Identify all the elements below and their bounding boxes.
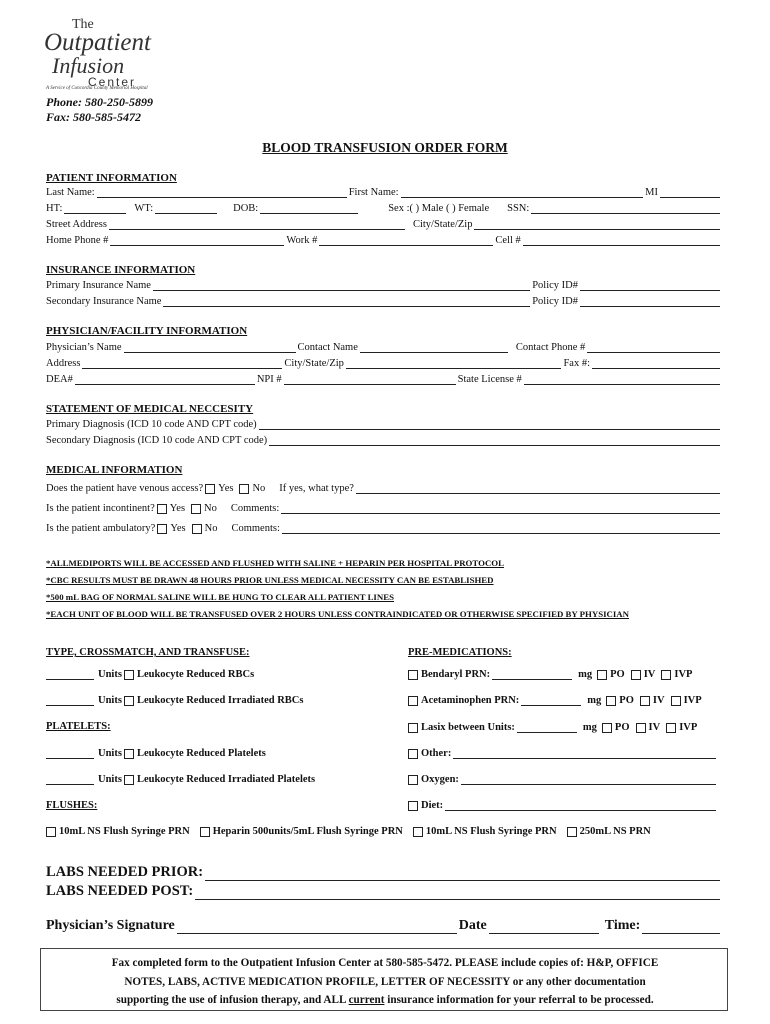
diet-row — [406, 799, 718, 811]
premeds-heading: PRE-MEDICATIONS: — [408, 647, 512, 658]
home-phone-label: Home Phone # — [46, 235, 109, 246]
fax-instructions-line-2: NOTES, LABS, ACTIVE MEDICATION PROFILE, LETTER OF NECESSITY or any other documentation — [124, 975, 646, 988]
labs-post-label: LABS NEEDED POST: — [46, 883, 194, 899]
platelets-checkbox-2[interactable] — [124, 775, 134, 785]
venous-yes-label: Yes — [218, 483, 234, 494]
primary-policy-field[interactable] — [580, 279, 720, 291]
phone-number: Phone: 580-250-5899 — [46, 95, 153, 109]
other-field[interactable] — [453, 747, 716, 759]
outpatient-infusion-center-logo — [44, 14, 184, 88]
license-label: State License # — [457, 374, 522, 385]
oxygen-label: Oxygen: — [421, 774, 459, 785]
npi-field[interactable] — [284, 373, 456, 385]
physician-heading: PHYSICIAN/FACILITY INFORMATION — [46, 325, 248, 337]
city-field[interactable] — [474, 218, 720, 230]
signature-field[interactable] — [177, 919, 457, 934]
benadryl-ivp-checkbox[interactable] — [661, 670, 671, 680]
work-label: Work # — [286, 235, 318, 246]
primary-policy-label: Policy ID# — [532, 280, 578, 291]
benadryl-po-checkbox[interactable] — [597, 670, 607, 680]
incontinent-comments-field[interactable] — [281, 502, 720, 514]
npi-label: NPI # — [256, 374, 282, 385]
labs-prior-field[interactable] — [205, 866, 720, 881]
dob-label: DOB: — [233, 203, 259, 214]
fax-number: Fax: 580-585-5472 — [46, 110, 141, 124]
incontinent-yes-checkbox[interactable] — [157, 504, 167, 514]
last-name-label: Last Name: — [46, 187, 95, 198]
benadryl-dose-field[interactable] — [492, 668, 572, 680]
primary-insurance-row — [46, 279, 722, 291]
incontinent-row — [46, 502, 722, 514]
physician-address-field[interactable] — [82, 357, 282, 369]
venous-no-label: No — [252, 483, 266, 494]
primary-insurance-field[interactable] — [153, 279, 530, 291]
protocol-note-1: *ALLMEDIPORTS WILL BE ACCESSED AND FLUSHED WITH SALINE + HEPARIN PER HOSPITAL PROTOCOL — [46, 558, 505, 568]
lasix-iv-checkbox[interactable] — [636, 723, 646, 733]
lasix-po-checkbox[interactable] — [602, 723, 612, 733]
mi-label: MI — [645, 187, 658, 198]
work-field[interactable] — [319, 234, 493, 246]
benadryl-iv-checkbox[interactable] — [631, 670, 641, 680]
protocol-note-2: *CBC RESULTS MUST BE DRAWN 48 HOURS PRIOR UNLESS MEDICAL NECESSITY CAN BE ESTABLISHED — [46, 575, 494, 585]
ssn-field[interactable] — [531, 202, 720, 214]
contact-phone-label: Contact Phone # — [515, 342, 586, 353]
secondary-diagnosis-row — [46, 434, 722, 446]
secondary-insurance-field[interactable] — [163, 295, 530, 307]
oxygen-checkbox[interactable] — [408, 775, 418, 785]
diet-label: Diet: — [421, 800, 444, 811]
ssn-label: SSN: — [507, 203, 530, 214]
patient-name-row — [46, 186, 722, 198]
form-title: BLOOD TRANSFUSION ORDER FORM — [262, 140, 508, 155]
patient-address-row — [46, 218, 722, 230]
ambulatory-comments-field[interactable] — [282, 522, 720, 534]
lasix-po-label: PO — [614, 722, 630, 733]
acetaminophen-row — [406, 694, 720, 706]
rbc-units-field-1[interactable] — [46, 668, 94, 680]
contact-phone-field[interactable] — [587, 341, 720, 353]
benadryl-label: Bendaryl PRN: — [421, 669, 491, 680]
flush-label-3: 10mL NS Flush Syringe PRN — [425, 826, 557, 837]
logo-outpatient: Outpatient — [44, 29, 151, 56]
flush-label-1: 10mL NS Flush Syringe PRN — [59, 826, 190, 837]
other-label: Other: — [421, 748, 452, 759]
ambulatory-yes-label: Yes — [170, 523, 186, 534]
street-label: Street Address — [46, 219, 107, 230]
lasix-iv-label: IV — [648, 722, 661, 733]
logo-infusion: Infusion — [52, 53, 125, 78]
platelets-units-field-2[interactable] — [46, 773, 94, 785]
flush-label-2: Heparin 500units/5mL Flush Syringe PRN — [212, 826, 403, 837]
venous-type-label: If yes, what type? — [279, 483, 354, 494]
benadryl-mg-label: mg — [578, 669, 593, 680]
fax-line-3c: insurance information for your referral to be processed. — [384, 994, 654, 1006]
ambulatory-question: Is the patient ambulatory? — [46, 523, 156, 534]
secondary-diagnosis-label: Secondary Diagnosis (ICD 10 code AND CPT code) — [46, 435, 268, 446]
secondary-insurance-row — [46, 295, 722, 307]
acetaminophen-iv-label: IV — [652, 695, 665, 706]
rbc-units-label-2: Units — [98, 695, 122, 706]
date-label: Date — [458, 918, 487, 933]
platelets-units-label-1: Units — [98, 748, 122, 759]
rbc-checkbox-2[interactable] — [124, 696, 134, 706]
rbc-row-2 — [46, 694, 303, 706]
lasix-checkbox[interactable] — [408, 723, 418, 733]
lasix-row — [406, 721, 720, 733]
secondary-policy-label: Policy ID# — [532, 296, 578, 307]
rbc-units-field-2[interactable] — [46, 694, 94, 706]
first-name-label: First Name: — [348, 187, 399, 198]
ambulatory-yes-checkbox[interactable] — [157, 524, 167, 534]
dob-field[interactable] — [260, 202, 358, 214]
diet-field[interactable] — [445, 799, 716, 811]
acetaminophen-mg-label: mg — [587, 695, 602, 706]
last-name-field[interactable] — [97, 186, 347, 198]
fax-line-3b: current — [348, 994, 385, 1006]
fax-line-3a: supporting the use of infusion therapy, and ALL — [116, 994, 349, 1006]
platelets-row-2 — [46, 773, 315, 785]
platelets-units-label-2: Units — [98, 774, 122, 785]
diet-checkbox[interactable] — [408, 801, 418, 811]
physician-name-field[interactable] — [124, 341, 296, 353]
benadryl-ivp-label: IVP — [674, 669, 693, 680]
ambulatory-no-checkbox[interactable] — [192, 524, 202, 534]
venous-access-question: Does the patient have venous access? — [46, 483, 204, 494]
signature-label: Physician’s Signature — [46, 918, 175, 933]
logo-tagline: A Service of Concordia County Memorial Hospital — [46, 86, 148, 91]
necessity-heading: STATEMENT OF MEDICAL NECCESITY — [46, 403, 254, 415]
acetaminophen-iv-checkbox[interactable] — [640, 696, 650, 706]
primary-insurance-label: Primary Insurance Name — [46, 280, 151, 291]
wt-label: WT: — [134, 203, 154, 214]
time-field[interactable] — [642, 919, 720, 934]
venous-yes-checkbox[interactable] — [205, 484, 215, 494]
rbc-row-1 — [46, 668, 254, 680]
flushes-heading: FLUSHES: — [46, 800, 98, 811]
wt-field[interactable] — [155, 202, 217, 214]
flush-label-4: 250mL NS PRN — [579, 826, 651, 837]
ht-label: HT: — [46, 203, 63, 214]
ht-field[interactable] — [64, 202, 126, 214]
contact-name-label: Contact Name — [297, 342, 358, 353]
benadryl-po-label: PO — [610, 669, 625, 680]
acetaminophen-ivp-label: IVP — [683, 695, 702, 706]
platelets-checkbox-1[interactable] — [124, 749, 134, 759]
patient-vitals-row — [46, 202, 722, 214]
platelets-label-1: Leukocyte Reduced Platelets — [136, 748, 266, 759]
mi-field[interactable] — [660, 186, 720, 198]
physician-fax-label: Fax #: — [563, 358, 590, 369]
city-label: City/State/Zip — [412, 219, 473, 230]
flush-checkbox-4[interactable] — [567, 827, 577, 837]
patient-info-heading: PATIENT INFORMATION — [46, 172, 177, 184]
primary-diagnosis-row — [46, 418, 722, 430]
labs-post-row — [46, 883, 722, 900]
fax-instructions-box — [40, 948, 728, 1011]
protocol-note-4: *EACH UNIT OF BLOOD WILL BE TRANSFUSED OVER 2 HOURS UNLESS CONTRAINDICATED OR OTHERWISE SPECIFIED BY PHYSICIAN — [46, 609, 630, 619]
ambulatory-comments-label: Comments: — [231, 523, 280, 534]
lasix-dose-field[interactable] — [517, 721, 577, 733]
rbc-label-1: Leukocyte Reduced RBCs — [136, 669, 255, 680]
physician-id-row — [46, 373, 722, 385]
lasix-ivp-label: IVP — [679, 722, 698, 733]
incontinent-no-checkbox[interactable] — [191, 504, 201, 514]
physician-address-row — [46, 357, 722, 369]
incontinent-question: Is the patient incontinent? — [46, 503, 155, 514]
cell-label: Cell # — [495, 235, 521, 246]
logo-center: Center — [88, 75, 137, 88]
labs-prior-row — [46, 864, 722, 881]
flush-checkbox-3[interactable] — [413, 827, 423, 837]
fax-instructions — [41, 954, 729, 1010]
benadryl-checkbox[interactable] — [408, 670, 418, 680]
acetaminophen-ivp-checkbox[interactable] — [671, 696, 681, 706]
labs-post-field[interactable] — [195, 885, 720, 900]
acetaminophen-dose-field[interactable] — [521, 694, 581, 706]
venous-access-row — [46, 482, 722, 494]
incontinent-no-label: No — [204, 503, 217, 514]
cell-field[interactable] — [523, 234, 720, 246]
oxygen-field[interactable] — [461, 773, 716, 785]
physician-city-label: City/State/Zip — [284, 358, 344, 369]
platelets-heading: PLATELETS: — [46, 721, 111, 732]
incontinent-yes-label: Yes — [169, 503, 186, 514]
patient-phone-row — [46, 234, 722, 246]
fax-instructions-line-1: Fax completed form to the Outpatient Infusion Center at 580-585-5472. PLEASE include copies of: H&P, OFFICE — [111, 957, 659, 969]
protocol-note-3: *500 mL BAG OF NORMAL SALINE WILL BE HUNG TO CLEAR ALL PATIENT LINES — [46, 592, 394, 602]
platelets-label-2: Leukocyte Reduced Irradiated Platelets — [136, 774, 316, 785]
type-crossmatch-heading: TYPE, CROSSMATCH, AND TRANSFUSE: — [46, 647, 250, 658]
secondary-diagnosis-field[interactable] — [269, 434, 720, 446]
benadryl-row — [406, 668, 720, 680]
platelets-row-1 — [46, 747, 266, 759]
acetaminophen-po-checkbox[interactable] — [606, 696, 616, 706]
other-row — [406, 747, 718, 759]
contact-name-field[interactable] — [360, 341, 508, 353]
street-field[interactable] — [109, 218, 405, 230]
venous-no-checkbox[interactable] — [239, 484, 249, 494]
physician-name-label: Physician’s Name — [46, 342, 122, 353]
primary-diagnosis-label: Primary Diagnosis (ICD 10 code AND CPT code) — [46, 419, 257, 430]
acetaminophen-checkbox[interactable] — [408, 696, 418, 706]
flush-checkbox-1[interactable] — [46, 827, 56, 837]
flush-options-row — [44, 826, 651, 837]
medical-heading: MEDICAL INFORMATION — [46, 464, 183, 476]
sex-label: Sex :( ) Male ( ) Female — [388, 203, 490, 214]
time-label: Time: — [604, 918, 641, 933]
ambulatory-no-label: No — [204, 523, 218, 534]
physician-name-row — [46, 341, 722, 353]
physician-city-field[interactable] — [346, 357, 562, 369]
primary-diagnosis-field[interactable] — [259, 418, 720, 430]
other-checkbox[interactable] — [408, 749, 418, 759]
secondary-insurance-label: Secondary Insurance Name — [46, 296, 162, 307]
logo-the: The — [72, 17, 94, 32]
lasix-mg-label: mg — [582, 722, 597, 733]
lasix-label: Lasix between Units: — [421, 722, 515, 733]
acetaminophen-po-label: PO — [619, 695, 634, 706]
physician-fax-field[interactable] — [592, 357, 720, 369]
rbc-units-label-1: Units — [98, 669, 122, 680]
dea-label: DEA# — [46, 374, 73, 385]
labs-prior-label: LABS NEEDED PRIOR: — [46, 864, 204, 880]
oxygen-row — [406, 773, 718, 785]
date-field[interactable] — [489, 919, 599, 934]
incontinent-comments-label: Comments: — [230, 503, 280, 514]
fax-instructions-line-3 — [41, 991, 729, 1010]
secondary-policy-field[interactable] — [580, 295, 720, 307]
lasix-ivp-checkbox[interactable] — [666, 723, 676, 733]
home-phone-field[interactable] — [110, 234, 284, 246]
physician-address-label: Address — [46, 358, 81, 369]
flush-checkbox-2[interactable] — [200, 827, 210, 837]
benadryl-iv-label: IV — [643, 669, 656, 680]
first-name-field[interactable] — [401, 186, 644, 198]
rbc-label-2: Leukocyte Reduced Irradiated RBCs — [136, 695, 304, 706]
rbc-checkbox-1[interactable] — [124, 670, 134, 680]
platelets-units-field-1[interactable] — [46, 747, 94, 759]
venous-type-field[interactable] — [356, 482, 720, 494]
license-field[interactable] — [524, 373, 720, 385]
signature-row — [46, 918, 722, 934]
acetaminophen-label: Acetaminophen PRN: — [421, 695, 520, 706]
ambulatory-row — [46, 522, 722, 534]
dea-field[interactable] — [75, 373, 255, 385]
insurance-heading: INSURANCE INFORMATION — [46, 264, 196, 276]
